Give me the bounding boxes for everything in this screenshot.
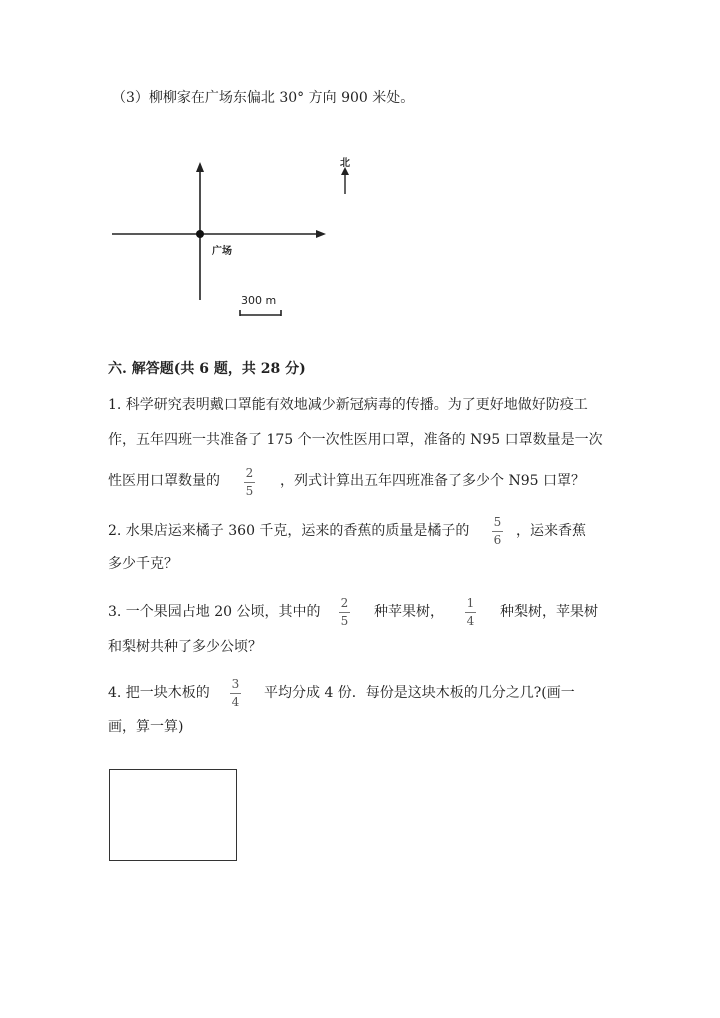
q2-line-2: 多少千克？ bbox=[108, 556, 178, 572]
q3-fraction-1-denominator: 5 bbox=[340, 614, 349, 628]
q1-line-1: 1. 科学研究表明戴口罩能有效地减少新冠病毒的传播。为了更好地做好防疫工 bbox=[108, 397, 588, 413]
scale-label: 300 m bbox=[241, 294, 277, 307]
north-axis-arrow-icon bbox=[196, 162, 204, 172]
q3-fraction-2 bbox=[465, 597, 476, 628]
east-arrow-icon bbox=[316, 230, 326, 238]
q2-fraction bbox=[492, 516, 503, 547]
q3-fraction-1-numerator: 2 bbox=[340, 596, 349, 610]
q3-fraction-2-denominator: 4 bbox=[466, 614, 475, 628]
q1-line-3a: 性医用口罩数量的 bbox=[108, 473, 220, 489]
q3-line-1a: 3. 一个果园占地 20 公顷，其中的 bbox=[108, 604, 321, 620]
fraction-bar bbox=[492, 531, 503, 532]
square-point bbox=[196, 230, 204, 238]
q1-line-3b: ，列式计算出五年四班准备了多少个 N95 口罩？ bbox=[280, 473, 585, 489]
q3-fraction-2-numerator: 1 bbox=[466, 596, 475, 610]
q1-fraction-numerator: 2 bbox=[245, 466, 254, 480]
q4-line-2: 画，算一算) bbox=[108, 719, 184, 735]
fraction-bar bbox=[244, 482, 255, 483]
q1-fraction bbox=[244, 467, 255, 498]
fraction-bar bbox=[339, 612, 350, 613]
q4-fraction-denominator: 4 bbox=[231, 695, 240, 709]
q2-fraction-numerator: 5 bbox=[493, 515, 502, 529]
fraction-bar bbox=[465, 612, 476, 613]
q4-fraction bbox=[230, 678, 241, 709]
compass-svg bbox=[110, 150, 350, 330]
q4-line-1b: 平均分成 4 份．每份是这块木板的几分之几?(画一 bbox=[264, 685, 575, 701]
square-label: 广场 bbox=[212, 246, 232, 257]
compass-diagram bbox=[110, 150, 350, 330]
q4-line-1a: 4. 把一块木板的 bbox=[108, 685, 210, 701]
item-3-text: （3）柳柳家在广场东偏北 30° 方向 900 米处。 bbox=[112, 90, 415, 106]
q4-fraction-numerator: 3 bbox=[231, 677, 240, 691]
q3-line-2: 和梨树共种了多少公顷？ bbox=[108, 639, 262, 655]
q2-line-1b: ，运来香蕉 bbox=[516, 523, 586, 539]
north-label: 北 bbox=[340, 158, 350, 169]
section-title: 六. 解答题(共 6 题，共 28 分) bbox=[108, 361, 306, 377]
q1-line-2: 作，五年四班一共准备了 175 个一次性医用口罩，准备的 N95 口罩数量是一次 bbox=[108, 432, 603, 448]
fraction-bar bbox=[230, 693, 241, 694]
q3-fraction-1 bbox=[339, 597, 350, 628]
q3-line-1c: 种梨树，苹果树 bbox=[500, 604, 598, 620]
q2-line-1a: 2. 水果店运来橘子 360 千克，运来的香蕉的质量是橘子的 bbox=[108, 523, 470, 539]
q2-fraction-denominator: 6 bbox=[493, 533, 502, 547]
board-rectangle bbox=[109, 769, 237, 861]
q1-fraction-denominator: 5 bbox=[245, 484, 254, 498]
q3-line-1b: 种苹果树， bbox=[374, 604, 444, 620]
